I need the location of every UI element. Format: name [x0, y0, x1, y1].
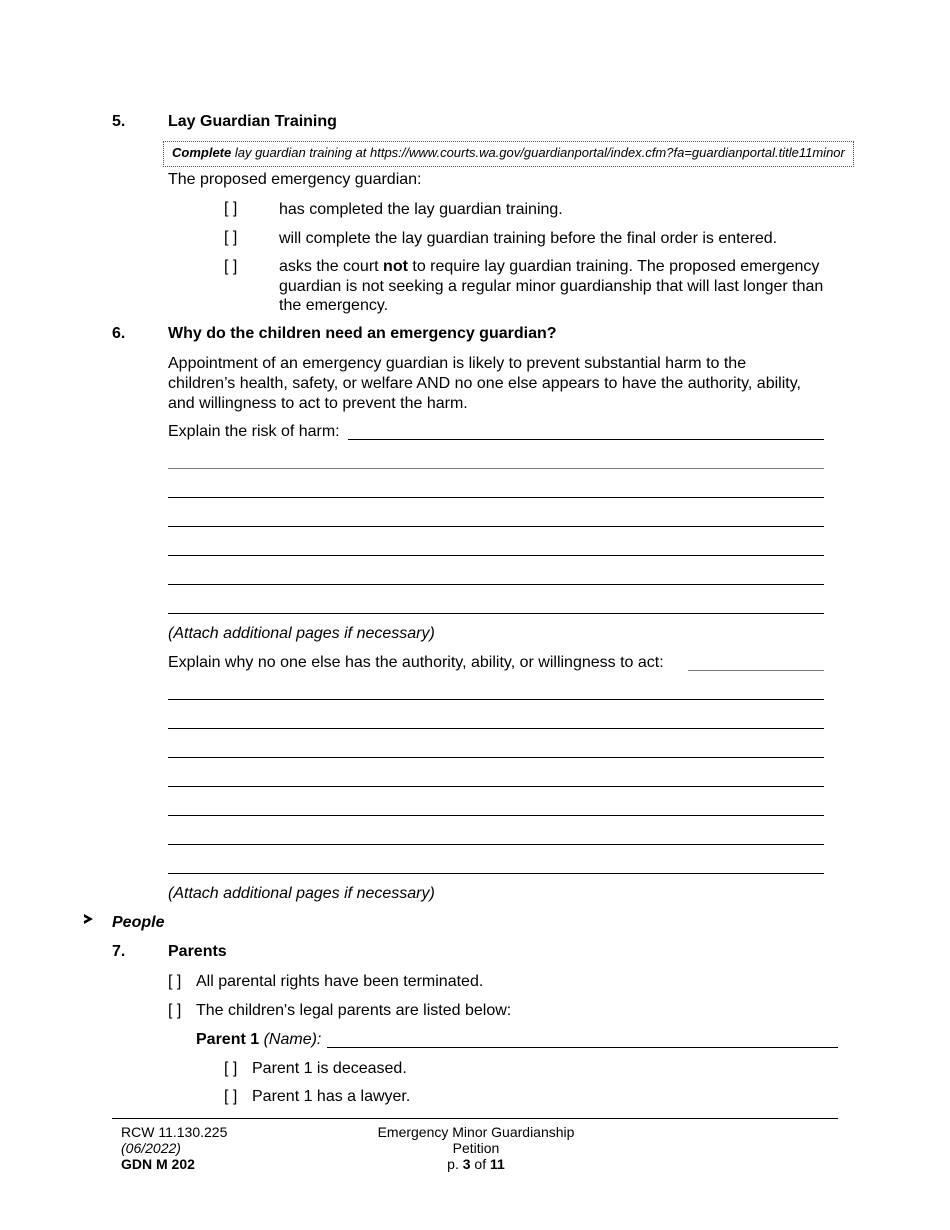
footer-title-line1: Emergency Minor Guardianship — [377, 1124, 575, 1140]
why-no-one-line[interactable] — [168, 699, 824, 700]
parent-1-name-field[interactable] — [327, 1047, 838, 1048]
footer-page-total: 11 — [490, 1156, 505, 1172]
why-no-one-field[interactable] — [688, 670, 824, 671]
checkbox-training-waiver[interactable]: [ ] — [224, 258, 238, 275]
people-heading: People — [112, 914, 165, 931]
section-5-intro: The proposed emergency guardian: — [168, 171, 422, 188]
why-no-one-label: Explain why no one else has the authority, ability, or willingness to act: — [168, 654, 664, 671]
checkbox-parent-1-deceased[interactable]: [ ] — [224, 1060, 238, 1077]
parent-1-bold: Parent 1 — [196, 1031, 260, 1048]
section-6-paragraph: Appointment of an emergency guardian is likely to prevent substantial harm to the children’s health, safety, or welfare AND no one else appears to have the authority, ability, and willingness to act to prevent the harm. — [168, 355, 801, 412]
risk-of-harm-label: Explain the risk of harm: — [168, 423, 340, 440]
footer-page-number — [356, 1156, 596, 1172]
checkbox-parent-1-lawyer[interactable]: [ ] — [224, 1088, 238, 1105]
option-training-completed: has completed the lay guardian training. — [279, 201, 563, 218]
section-6-title: Why do the children need an emergency guardian? — [168, 325, 557, 342]
footer-center — [356, 1124, 596, 1172]
risk-of-harm-line[interactable] — [168, 555, 824, 556]
section-5-number: 5. — [112, 113, 126, 130]
risk-of-harm-line[interactable] — [168, 526, 824, 527]
why-no-one-line[interactable] — [168, 728, 824, 729]
footer-left — [121, 1124, 227, 1172]
option-training-waiver-post: to require lay guardian training. The proposed emergency guardian is not seeking a regular minor guardianship that will last longer than the emergency. — [279, 258, 824, 314]
option-training-waiver-pre: asks the court — [279, 258, 384, 275]
risk-of-harm-line[interactable] — [168, 613, 824, 614]
option-training-waiver — [279, 257, 834, 316]
risk-of-harm-field[interactable] — [348, 439, 824, 440]
checkbox-parents-listed[interactable]: [ ] — [168, 1002, 182, 1019]
footer-date: (06/2022) — [121, 1140, 181, 1156]
option-training-will-complete: will complete the lay guardian training before the final order is entered. — [279, 230, 778, 247]
training-note-bold: Complete — [172, 145, 232, 160]
arrow-bullet-icon — [84, 914, 93, 924]
checkbox-training-will-complete[interactable]: [ ] — [224, 229, 238, 246]
why-no-one-line[interactable] — [168, 786, 824, 787]
footer-title-line2: Petition — [452, 1140, 500, 1156]
why-no-one-line[interactable] — [168, 815, 824, 816]
option-training-waiver-bold: not — [383, 258, 408, 275]
footer-form-id: GDN M 202 — [121, 1156, 195, 1172]
checkbox-training-completed[interactable]: [ ] — [224, 200, 238, 217]
section-7-title: Parents — [168, 943, 227, 960]
footer-rcw: RCW 11.130.225 — [121, 1124, 228, 1140]
parent-1-label — [196, 1031, 321, 1049]
footer-page-of: of — [470, 1156, 491, 1172]
section-5-title: Lay Guardian Training — [168, 113, 337, 130]
why-no-one-line[interactable] — [168, 844, 824, 845]
footer-page-current: 3 — [462, 1156, 471, 1172]
risk-of-harm-line[interactable] — [168, 497, 824, 498]
risk-of-harm-line[interactable] — [168, 468, 824, 469]
attach-note-risk: (Attach additional pages if necessary) — [168, 625, 435, 642]
checkbox-rights-terminated[interactable]: [ ] — [168, 973, 182, 990]
section-6-number: 6. — [112, 325, 126, 342]
footer-divider — [112, 1118, 838, 1119]
option-rights-terminated: All parental rights have been terminated. — [196, 973, 484, 990]
option-parents-listed: The children's legal parents are listed below: — [196, 1002, 512, 1019]
attach-note-why: (Attach additional pages if necessary) — [168, 885, 435, 902]
parent-1-italic: (Name): — [259, 1031, 322, 1048]
why-no-one-line[interactable] — [168, 757, 824, 758]
training-note-box — [163, 141, 854, 167]
footer-page-prefix: p. — [447, 1156, 463, 1172]
option-parent-1-lawyer: Parent 1 has a lawyer. — [252, 1088, 411, 1105]
option-parent-1-deceased: Parent 1 is deceased. — [252, 1060, 407, 1077]
why-no-one-line[interactable] — [168, 873, 824, 874]
training-note-text: lay guardian training at https://www.courts.wa.gov/guardianportal/index.cfm?fa=guardianportal.title11minor — [231, 145, 845, 160]
section-7-number: 7. — [112, 943, 126, 960]
risk-of-harm-line[interactable] — [168, 584, 824, 585]
